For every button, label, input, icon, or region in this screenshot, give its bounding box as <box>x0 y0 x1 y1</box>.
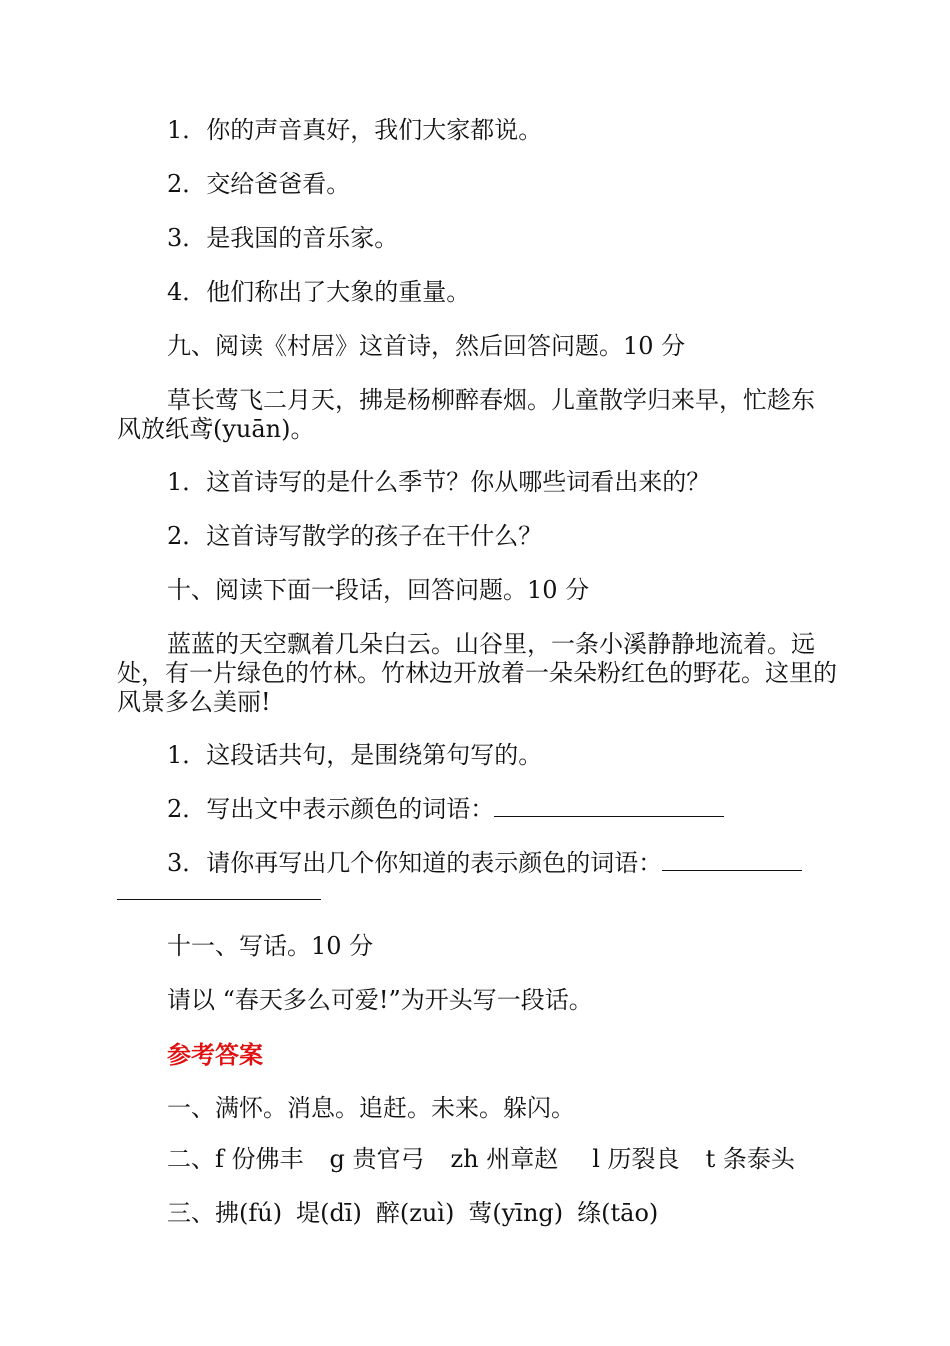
section10-heading: 十、阅读下面一段话，回答问题。10 分 <box>167 576 590 604</box>
answer-3-item: 绦(tāo) <box>577 1199 659 1227</box>
s8-item-3: 3．是我国的音乐家。 <box>167 224 399 252</box>
s8-item-4: 4．他们称出了大象的重量。 <box>167 278 471 306</box>
answer-blank[interactable] <box>494 796 724 817</box>
answer-2-group: g 贵官弓 <box>329 1145 425 1173</box>
section9-poem: 草长莺飞二月天，拂是杨柳醉春烟。儿童散学归来早，忙趁东风放纸鸢(yuān)。 <box>117 386 815 443</box>
answer-3-prefix: 三、 <box>167 1199 215 1227</box>
answer-3-item: 莺(yīng) <box>468 1199 564 1227</box>
answer-2-prefix: 二、 <box>167 1145 215 1173</box>
answer-3-item: 堤(dī) <box>296 1199 362 1227</box>
answer-2-group: f 份佛丰 <box>215 1145 304 1173</box>
section9-heading: 九、阅读《村居》这首诗，然后回答问题。10 分 <box>167 332 686 360</box>
s8-item-2: 2．交给爸爸看。 <box>167 170 351 198</box>
answer-2-group: l 历裂良 <box>592 1145 680 1173</box>
answer-2-group: t 条泰头 <box>705 1145 795 1173</box>
section10-question-2-text: 2．写出文中表示颜色的词语： <box>167 795 495 823</box>
answer-1: 一、满怀。消息。追赶。未来。躲闪。 <box>167 1094 575 1122</box>
answer-2 <box>117 1145 837 1174</box>
section10-question-3 <box>117 849 837 878</box>
answer-blank[interactable] <box>117 879 321 900</box>
section9-question-1: 1．这首诗写的是什么季节？你从哪些词看出来的？ <box>167 468 711 496</box>
answer-3-item: 拂(fú) <box>215 1199 283 1227</box>
section9-question-2: 2．这首诗写散学的孩子在干什么？ <box>167 522 543 550</box>
answer-3-item: 醉(zuì) <box>375 1199 455 1227</box>
answer-blank[interactable] <box>662 850 802 871</box>
section10-question-1: 1．这段话共句，是围绕第句写的。 <box>167 741 543 769</box>
answers-heading: 参考答案 <box>167 1040 263 1069</box>
s8-item-1: 1．你的声音真好，我们大家都说。 <box>167 116 543 144</box>
section10-question-2 <box>117 795 837 824</box>
answer-3 <box>117 1199 837 1228</box>
answer-2-group: zh 州章赵 <box>450 1145 559 1173</box>
section11-prompt: 请以 “春天多么可爱!”为开头写一段话。 <box>167 986 593 1014</box>
section10-question-3-text: 3．请你再写出几个你知道的表示颜色的词语： <box>167 849 663 877</box>
section10-question-3-continued <box>117 878 837 907</box>
section11-heading: 十一、写话。10 分 <box>167 932 374 960</box>
section10-passage: 蓝蓝的天空飘着几朵白云。山谷里，一条小溪静静地流着。远处，有一片绿色的竹林。竹林边开放着一朵朵粉红色的野花。这里的风景多么美丽! <box>117 630 837 716</box>
